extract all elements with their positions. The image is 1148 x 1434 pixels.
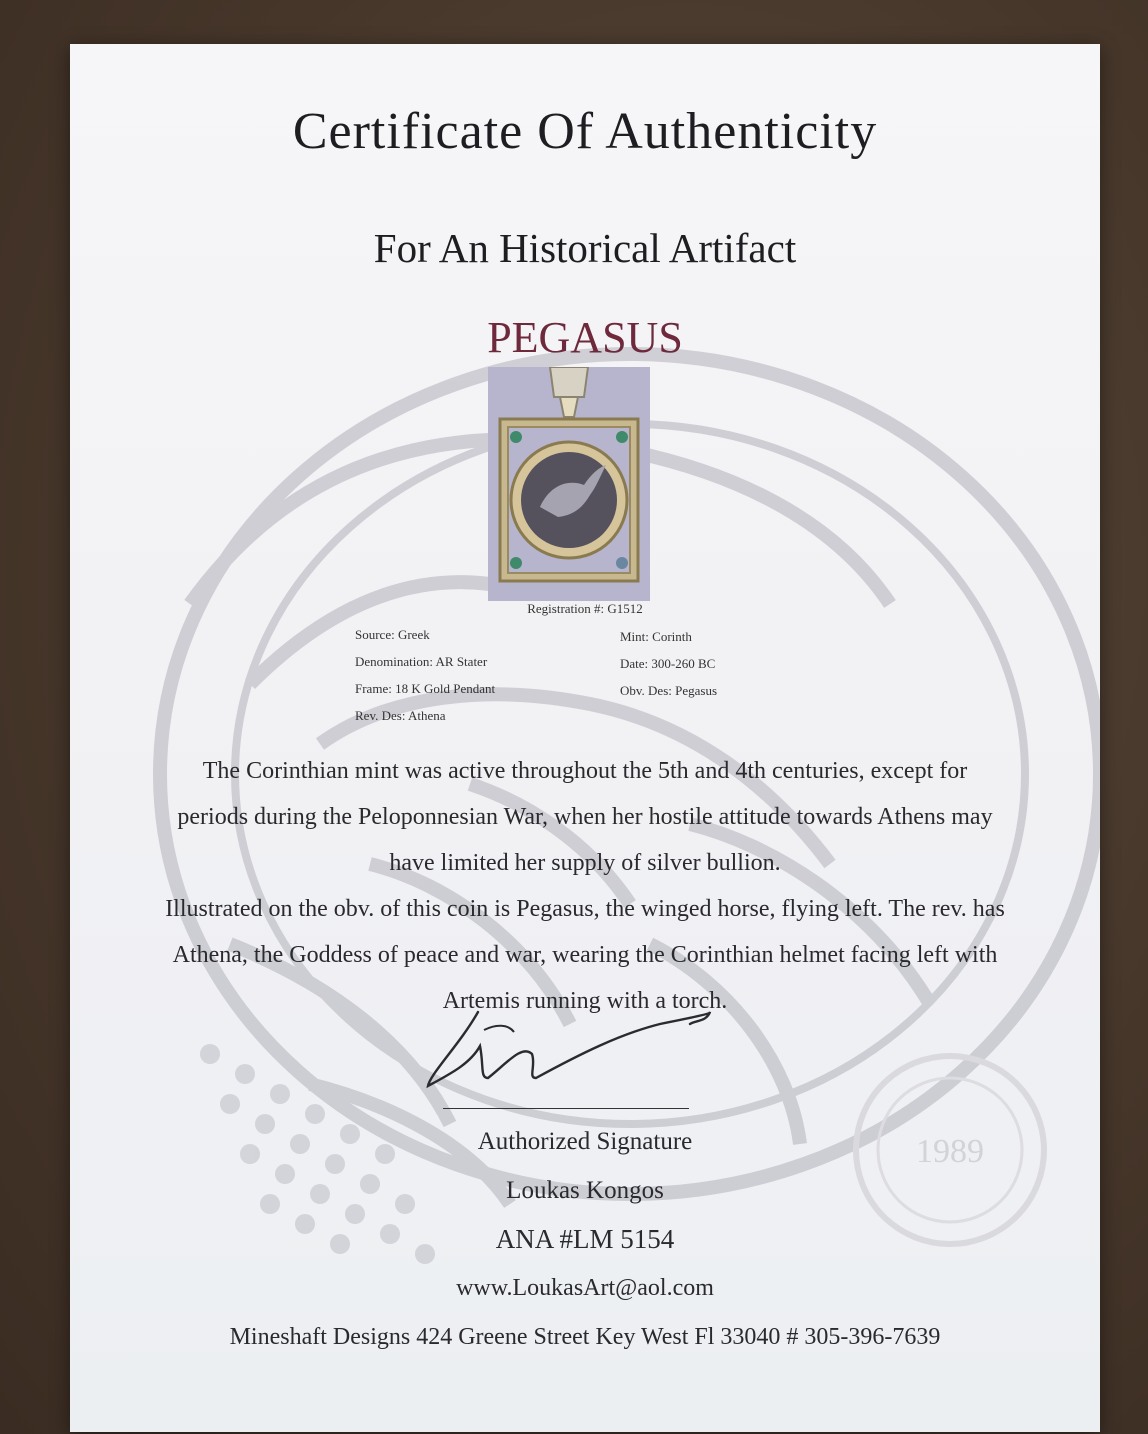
signature-line bbox=[443, 1108, 689, 1109]
registration-number: Registration #: G1512 bbox=[527, 601, 643, 616]
embossed-seal bbox=[850, 1050, 1050, 1250]
certificate-subtitle: For An Historical Artifact bbox=[373, 225, 797, 271]
artifact-name: PEGASUS bbox=[487, 313, 683, 362]
handwritten-signature bbox=[410, 994, 730, 1104]
description-line-5: Athena, the Goddess of peace and war, wearing the Corinthian helmet facing left with bbox=[172, 942, 998, 968]
spec-obverse-design: Obv. Des: Pegasus bbox=[620, 683, 718, 698]
website: www.LoukasArt@aol.com bbox=[456, 1275, 714, 1301]
description-line-2: periods during the Peloponnesian War, when her hostile attitude towards Athens may bbox=[177, 804, 993, 830]
spec-frame: Frame: 18 K Gold Pendant bbox=[355, 681, 496, 696]
spec-denomination: Denomination: AR Stater bbox=[355, 654, 488, 669]
certificate-document bbox=[70, 44, 1100, 1432]
spec-reverse-design: Rev. Des: Athena bbox=[355, 708, 446, 723]
business-address: Mineshaft Designs 424 Greene Street Key West Fl 33040 # 305-396-7639 bbox=[229, 1324, 941, 1350]
pendant-photo bbox=[488, 367, 650, 601]
ana-number: ANA #LM 5154 bbox=[495, 1224, 675, 1254]
spec-date: Date: 300-260 BC bbox=[620, 656, 716, 671]
spec-source: Source: Greek bbox=[355, 627, 430, 642]
signer-name: Loukas Kongos bbox=[506, 1177, 664, 1204]
seal-year: 1989 bbox=[916, 1133, 984, 1170]
certificate-title: Certificate Of Authenticity bbox=[292, 103, 878, 160]
spec-mint: Mint: Corinth bbox=[620, 629, 692, 644]
signature-label: Authorized Signature bbox=[477, 1128, 693, 1155]
description-line-3: have limited her supply of silver bullion. bbox=[389, 850, 781, 876]
description-line-4: Illustrated on the obv. of this coin is Pegasus, the winged horse, flying left. The rev. has bbox=[165, 896, 1005, 922]
pendant-image-icon bbox=[488, 367, 650, 601]
description-line-6: Artemis running with a torch. bbox=[442, 988, 728, 1014]
description-line-1: The Corinthian mint was active throughout the 5th and 4th centuries, except for bbox=[202, 758, 968, 784]
